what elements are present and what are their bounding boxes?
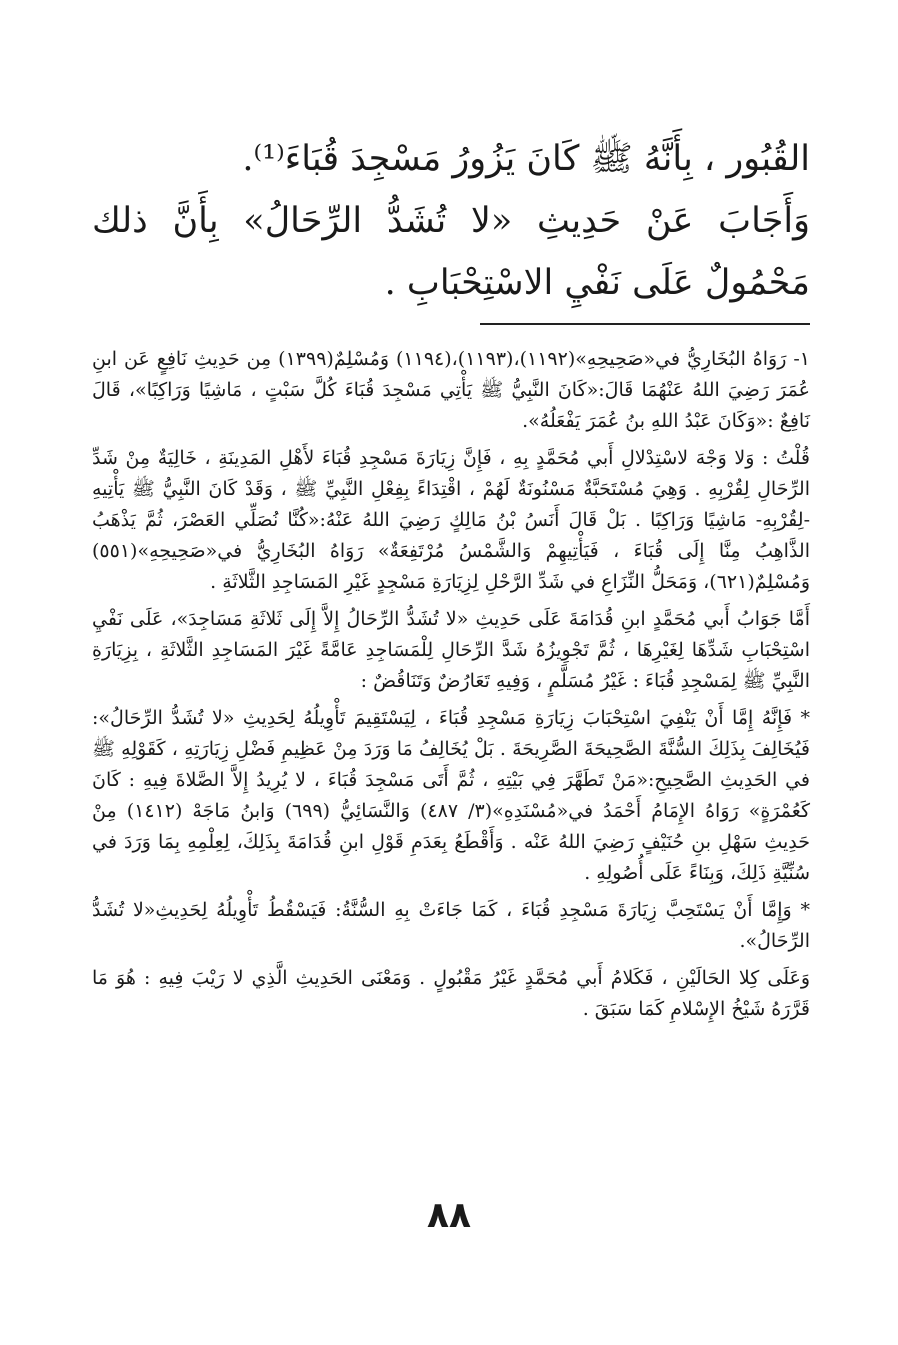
main-paragraph: القُبُور ، بِأَنَّهُ ﷺ كَانَ يَزُورُ مَسْجِدَ قُبَاءَ⁽¹⁾. — [242, 139, 810, 179]
footnote-paragraph: وَعَلَى كِلا الحَالَيْنِ ، فَكَلامُ أَبي مُحَمَّدٍ غَيْرُ مَقْبُولٍ . وَمَعْنَى الحَدِيثِ الَّذِي لا رَيْبَ فِيهِ : هُوَ مَا قَرَّرَهُ شَيْخُ الإِسْلامِ كَمَا سَبَقَ . — [92, 967, 810, 1020]
footnote-paragraph: أَمَّا جَوَابُ أَبي مُحَمَّدٍ ابنِ قُدَامَةَ عَلَى حَدِيثِ «لا تُشَدُّ الرِّحَالُ إِلاَّ إِلَى ثَلاثَةِ مَسَاجِدَ»، عَلَى نَفْيِ اسْتِحْبَابِ شَدِّهَا لِغَيْرِهَا ، ثُمَّ تَجْوِيزُهُ شَدَّ الرِّحَالِ لِلْمَسَاجِدِ عَامَّةً غَيْرَ المَسَاجِدِ الثَّلاثَةِ ، بِزِيَارَةِ النَّبِيِّ ﷺ لِمَسْجِدِ قُبَاءَ : غَيْرُ مُسَلَّمٍ ، وَفِيهِ تَعَارُضٌ وَتَنَاقُضٌ : — [92, 608, 810, 692]
main-text — [92, 128, 810, 314]
footnote-paragraph: قُلْتُ : وَلا وَجْهَ لاسْتِدْلالِ أَبي مُحَمَّدٍ بِهِ ، فَإِنَّ زِيَارَةَ مَسْجِدِ قُبَاءَ لأَهْلِ المَدِينَةِ ، خَالِيَةٌ مِنْ شَدِّ الرِّحَالِ لِقُرْبِهِ . وَهِيَ مُسْتَحَبَّةٌ مَسْنُونَةٌ لَهُمْ ، اقْتِدَاءً بِفِعْلِ النَّبِيِّ ﷺ ، وَقَدْ كَانَ النَّبِيُّ ﷺ يَأْتِيهِ -لِقُرْبِهِ- مَاشِيًا وَرَاكِبًا . بَلْ قَالَ أَنَسُ بْنُ مَالِكٍ رَضِيَ اللهُ عَنْهُ:«كُنَّا نُصَلِّي العَصْرَ، ثُمَّ يَذْهَبُ الذَّاهِبُ مِنَّا إِلَى قُبَاءَ ، فَيَأْتِيهِمْ وَالشَّمْسُ مُرْتَفِعَةٌ» رَوَاهُ البُخَارِيُّ في«صَحِيحِهِ»(٥٥١) وَمُسْلِمٌ(٦٢١)، وَمَحَلُّ النِّزَاعِ في شَدِّ الرَّحْلِ لِزِيَارَةِ مَسْجِدٍ غَيْرِ المَسَاجِدِ الثَّلاثَةِ . — [92, 447, 810, 593]
main-paragraph: وَأَجَابَ عَنْ حَدِيثِ «لا تُشَدُّ الرِّحَالُ» بِأَنَّ ذلك مَحْمُولٌ عَلَى نَفْيِ الاسْتِحْبَابِ . — [92, 201, 810, 303]
page-number: ٨٨ — [427, 1195, 471, 1236]
footnotes — [92, 344, 810, 1031]
footnote-divider — [480, 323, 810, 325]
footnote-paragraph: * وَإِمَّا أَنْ يَسْتَحِبَّ زِيَارَةَ مَسْجِدِ قُبَاءَ ، كَمَا جَاءَتْ بِهِ السُّنَّةُ: فَيَسْقُطُ تَأْوِيلُهُ لِحَدِيثِ«لا تُشَدُّ الرِّحَالُ». — [92, 899, 810, 952]
footnote-paragraph: * فَإِنَّهُ إِمَّا أَنْ يَنْفِيَ اسْتِحْبَابَ زِيَارَةِ مَسْجِدِ قُبَاءَ ، لِيَسْتَقِيمَ تَأْوِيلُهُ لِحَدِيثِ «لا تُشَدُّ الرِّحَالُ»: فَيُخَالِفَ بِذَلِكَ السُّنَّةَ الصَّحِيحَةَ الصَّرِيحَةَ . بَلْ يُخَالِفُ مَا وَرَدَ مِنْ عَظِيمِ فَضْلِ زِيَارَتِهِ ، كَقَوْلِهِ ﷺ في الحَدِيثِ الصَّحِيحِ:«مَنْ تَطَهَّرَ فِي بَيْتِهِ ، ثُمَّ أَتَى مَسْجِدَ قُبَاءَ ، لا يُرِيدُ إِلاَّ الصَّلاةَ فِيهِ : كَانَ كَعُمْرَةٍ» رَوَاهُ الإِمَامُ أَحْمَدُ في«مُسْنَدِهِ»(٣/ ٤٨٧) وَالنَّسَائِيُّ (٦٩٩) وَابنُ مَاجَهْ (١٤١٢) مِنْ حَدِيثِ سَهْلِ بنِ حُنَيْفٍ رَضِيَ اللهُ عَنْه . وَأَقْطَعُ بِعَدَمِ قَوْلِ ابنِ قُدَامَةَ بِذَلِكَ، لِعِلْمِهِ بِمَا وَرَدَ في سُنِّيَّةِ ذَلِكَ، وَبِنَاءً عَلَى أُصُولِهِ . — [92, 707, 810, 884]
footnote-paragraph: ١- رَوَاهُ البُخَارِيُّ في«صَحِيحِهِ»(١١٩٢)،(١١٩٣)،(١١٩٤) وَمُسْلِمٌ(١٣٩٩) مِن حَدِيثِ نَافِعٍ عَن ابنِ عُمَرَ رَضِيَ اللهُ عَنْهُمَا قَالَ:«كَانَ النَّبِيُّ ﷺ يَأْتِي مَسْجِدَ قُبَاءَ كُلَّ سَبْتٍ ، مَاشِيًا وَرَاكِبًا»، قَالَ نَافِعٌ :«وَكَانَ عَبْدُ اللهِ بنُ عُمَرَ يَفْعَلُهُ». — [92, 348, 810, 432]
